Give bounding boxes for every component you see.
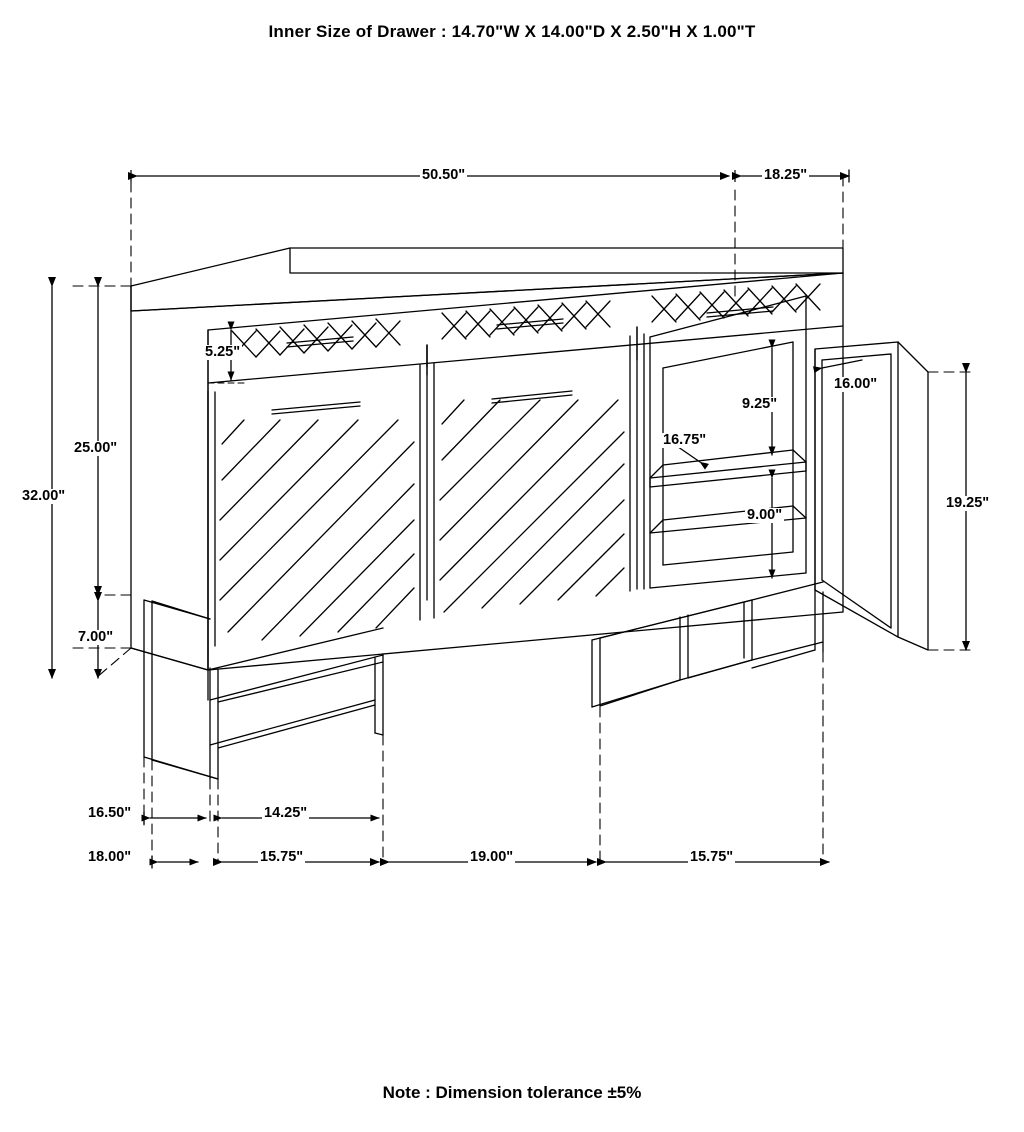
dim-center-section: 19.00" <box>470 849 514 865</box>
page-title: Inner Size of Drawer : 14.70"W X 14.00"D X 2.50"H X 1.00"T <box>268 22 756 41</box>
dim-drawer-height: 5.25" <box>205 344 241 360</box>
dim-lower-shelf-opening: 9.00" <box>747 507 783 523</box>
dim-leg-height: 7.00" <box>78 629 114 645</box>
dim-body-height: 25.00" <box>74 440 118 456</box>
dim-overall-height: 32.00" <box>22 488 66 504</box>
dim-right-section: 15.75" <box>690 849 734 865</box>
dim-top-width: 50.50" <box>422 167 466 183</box>
dim-upper-shelf-opening: 9.25" <box>742 396 778 412</box>
dim-left-section: 15.75" <box>260 849 304 865</box>
dim-shelf-depth: 16.75" <box>663 432 707 448</box>
dim-top-depth: 18.25" <box>764 167 808 183</box>
dim-base-inner-left: 14.25" <box>264 805 308 821</box>
dim-door-height: 19.25" <box>946 495 990 511</box>
dim-foot-offset: 18.00" <box>88 849 132 865</box>
dim-base-depth-left: 16.50" <box>88 805 132 821</box>
dim-door-width: 16.00" <box>834 376 878 392</box>
tolerance-note: Note : Dimension tolerance ±5% <box>382 1083 642 1102</box>
